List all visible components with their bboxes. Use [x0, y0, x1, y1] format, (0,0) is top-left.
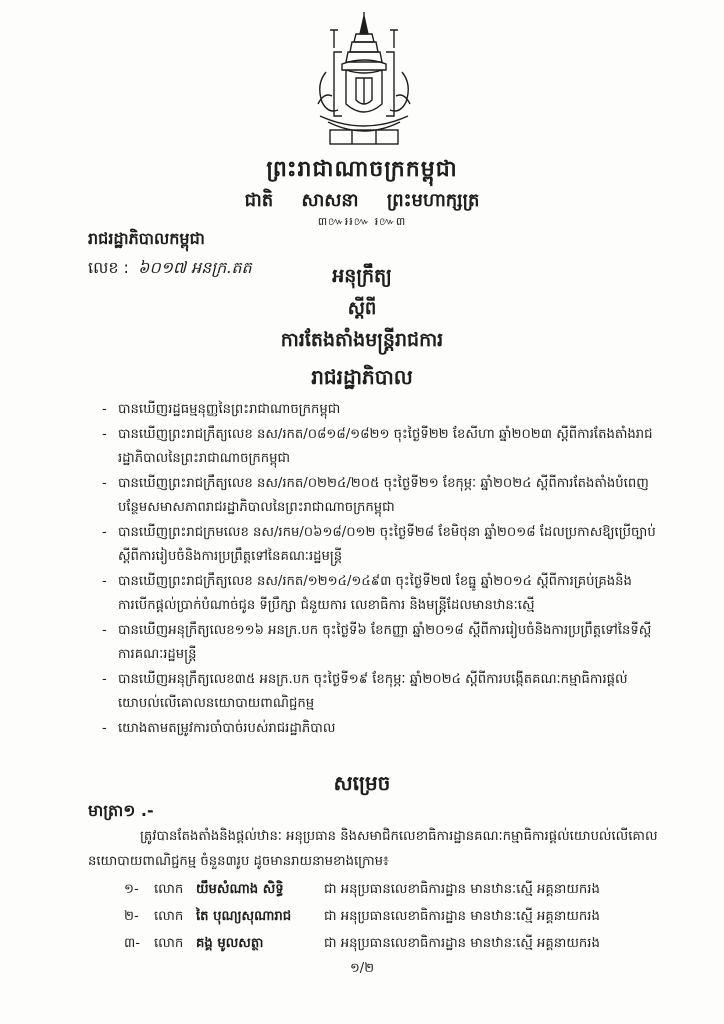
header-ornament: ៣៚៛៛៚ ៛៚៣	[317, 215, 407, 228]
appointee-number: ២-	[124, 909, 139, 924]
recital-item: - បានឃើញព្រះរាជក្រឹត្យលេខ នស/រកត/០៨១៨/១៨២១ ចុះថ្ងៃទី២២ ខែសីហា ឆ្នាំ២០២៣ ស្ដីពីការតែងតាំងរាជរដ្ឋាភិបាលនៃព្រះរាជាណាចក្រកម្ពុជា	[100, 423, 660, 472]
appointee-name: តៃ បុណ្យសុណារាជ	[196, 909, 292, 924]
recital-item: - យោងតាមតម្រូវការចាំបាច់របស់រាជរដ្ឋាភិបាល	[100, 717, 660, 742]
recital-item: - បានឃើញអនុក្រឹត្យលេខ៣៥ អនក្រ.បក ចុះថ្ងៃទី១៩ ខែកុម្ភៈ ឆ្នាំ២០២៤ ស្ដីពីការបង្កើតគណៈកម្មាធិការផ្តល់យោបល់លើគោលនយោបាយពាណិជ្ជកម្ម	[100, 668, 660, 717]
issuer-name: រាជរដ្ឋាភិបាលកម្ពុជា	[88, 229, 205, 248]
document-subject: ការតែងតាំងមន្ត្រីរាជការ	[280, 329, 444, 351]
decision-heading: សម្រេច	[333, 771, 391, 795]
article-body: ត្រូវបានតែងតាំងនិងផ្តល់ឋានៈ អនុប្រធាន និងសមាជិកលេខាធិការដ្ឋានគណៈកម្មាធិការផ្តល់យោបល់លើគោលនយោបាយពាណិជ្ជកម្ម ចំនួន៣រូប ដូចមានរាយនាមខាងក្រោម៖	[88, 829, 658, 869]
recital-item: - បានឃើញអនុក្រឹត្យលេខ១១៦ អនក្រ.បក ចុះថ្ងៃទី៦ ខែកញ្ញា ឆ្នាំ២០១៨ ស្ដីពីការរៀបចំនិងការប្រព្រឹត្តទៅនៃទីស្ដីការគណៈរដ្ឋមន្ត្រី	[100, 619, 660, 668]
recital-item: - បានឃើញព្រះរាជក្រឹត្យលេខ នស/រកត/១២១៤/១៤៩៣ ចុះថ្ងៃទី២៧ ខែធ្នូ ឆ្នាំ២០១៤ ស្ដីពីការគ្រប់គ្រងនិងការបើកផ្តល់ប្រាក់បំណាច់ជូន ទីប្រឹក្សា ជំនួយការ លេខាធិការ និងមន្ត្រីដែលមានឋានៈស្មើ	[100, 570, 660, 619]
royal-emblem-icon	[312, 12, 416, 152]
appointee-name: គង្គ មូលសត្ថា	[196, 936, 264, 951]
appointee-role: ជា អនុប្រធានលេខាធិការដ្ឋាន មានឋានៈស្មើ អគ្គនាយករង	[324, 909, 600, 924]
appointee-title: លោក	[154, 936, 184, 951]
recital-item: - បានឃើញព្រះរាជក្រមលេខ នស/រកម/០៦១៨/០១២ ចុះថ្ងៃទី២៨ ខែមិថុនា ឆ្នាំ២០១៨ ដែលប្រកាសឱ្យប្រើច្បាប់ស្ដីពីការរៀបចំនិងការប្រព្រឹត្តទៅនៃគណៈរដ្ឋមន្ត្រី	[100, 521, 660, 570]
reference-number-value: ៦០១៧ អនក្រ.តត	[138, 258, 252, 277]
appointee-list	[124, 876, 684, 957]
appointee-number: ១-	[124, 882, 139, 897]
appointee-role: ជា អនុប្រធានលេខាធិការដ្ឋាន មានឋានៈស្មើ អគ្គនាយករង	[324, 936, 600, 951]
page-number: ១/២	[349, 961, 375, 976]
document-type: អនុក្រឹត្យ	[332, 265, 392, 287]
appointee-title: លោក	[154, 882, 184, 897]
recital-item: - បានឃើញរដ្ឋធម្មនុញ្ញនៃព្រះរាជាណាចក្រកម្ពុជា	[100, 398, 660, 423]
kingdom-name: ព្រះរាជាណាចក្រកម្ពុជា	[266, 157, 458, 182]
authority-heading: រាជរដ្ឋាភិបាល	[311, 365, 413, 389]
appointee-row	[124, 876, 684, 903]
national-motto: ជាតិ សាសនា ព្រះមហាក្សត្រ	[244, 190, 480, 211]
title-about: ស្ដីពី	[347, 298, 377, 319]
appointee-title: លោក	[154, 909, 184, 924]
recitals-list	[100, 398, 660, 741]
recital-item: - បានឃើញព្រះរាជក្រឹត្យលេខ នស/រកត/០២២៤/២០៥ ចុះថ្ងៃទី២១ ខែកុម្ភៈ ឆ្នាំ២០២៤ ស្ដីពីការតែងតាំងបំពេញបន្ថែមសមាសភាពរាជរដ្ឋាភិបាលនៃព្រះរាជាណាចក្រកម្ពុជា	[100, 472, 660, 521]
reference-number-label: លេខ :	[88, 258, 129, 277]
appointee-name: យឹមសំណាង សិទ្ធិ	[196, 882, 284, 897]
appointee-number: ៣-	[124, 936, 141, 951]
appointee-role: ជា អនុប្រធានលេខាធិការដ្ឋាន មានឋានៈស្មើ អគ្គនាយករង	[324, 882, 600, 897]
appointee-row	[124, 903, 684, 930]
article-heading: មាត្រា១ .-	[88, 801, 154, 820]
appointee-row	[124, 930, 684, 957]
